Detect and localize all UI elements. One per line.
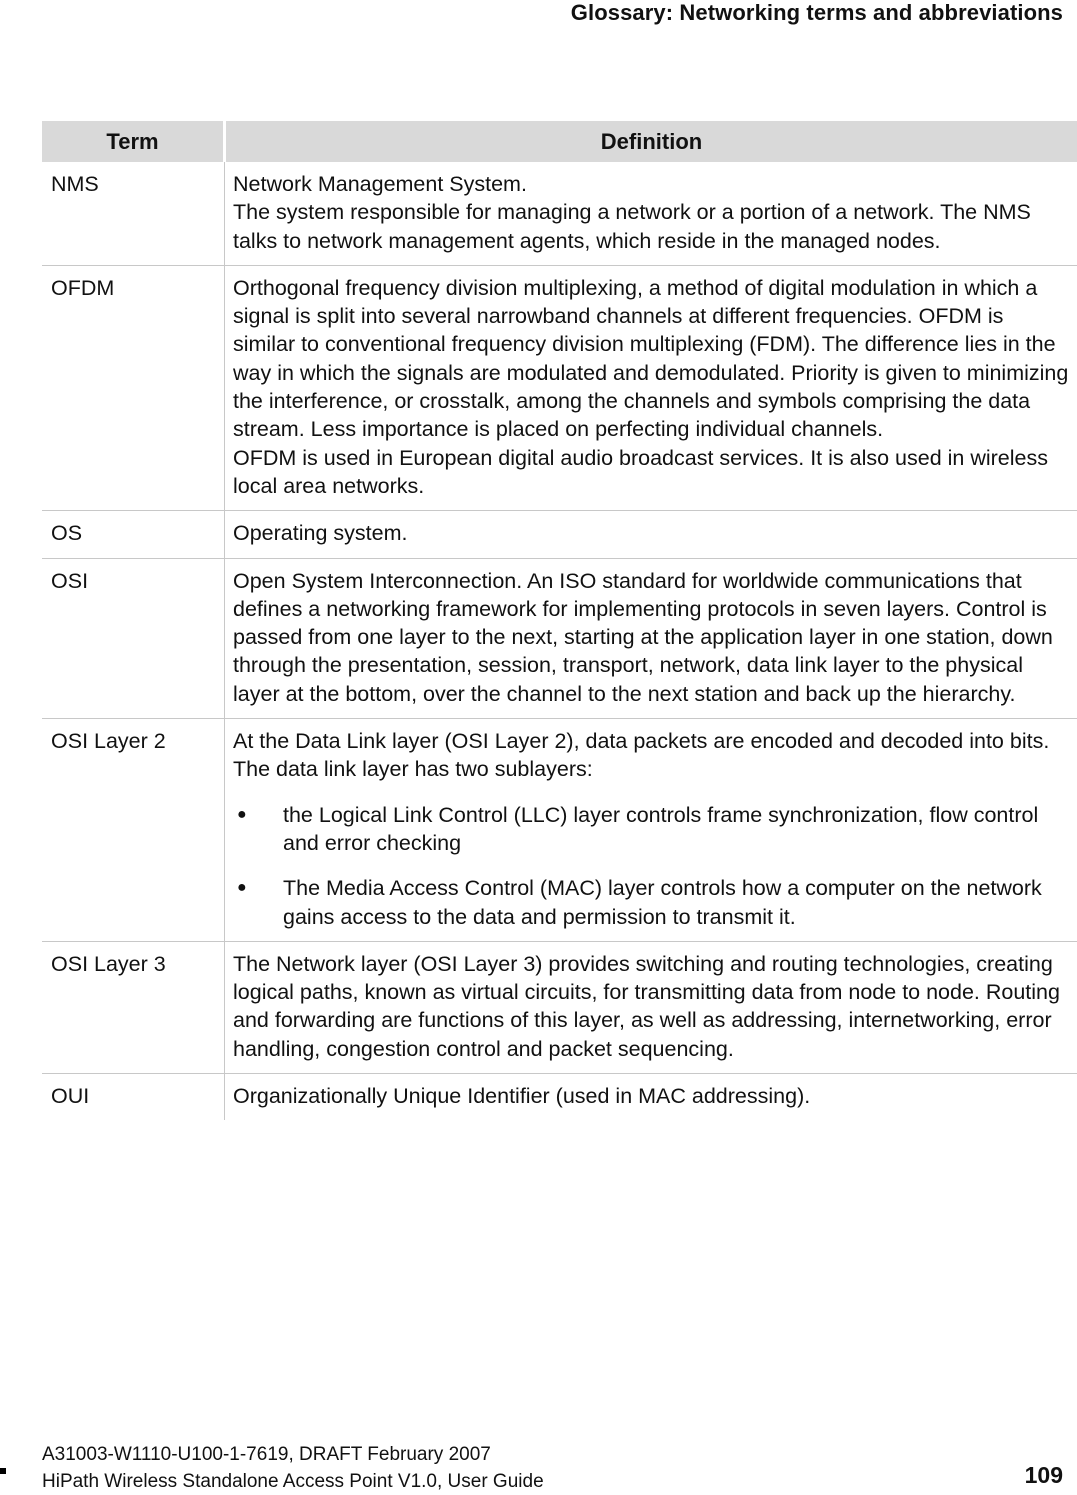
definition-text: At the Data Link layer (OSI Layer 2), data packets are encoded and decoded into bits. The data link layer has two sublayers: xyxy=(233,727,1069,784)
table-header-row xyxy=(42,121,1077,162)
definition-cell xyxy=(225,162,1077,265)
list-item xyxy=(233,801,1069,858)
definition-cell xyxy=(225,265,1077,510)
term-cell: OSI Layer 3 xyxy=(42,941,225,1073)
definition-cell xyxy=(225,511,1077,558)
page-number: 109 xyxy=(1025,1462,1063,1489)
list-item xyxy=(233,874,1069,931)
page-header-title: Glossary: Networking terms and abbreviations xyxy=(571,0,1063,26)
list-item-text: The Media Access Control (MAC) layer controls how a computer on the network gains access to the data and permission to transmit it. xyxy=(283,876,1042,928)
table-row-osi-layer-2 xyxy=(42,719,1077,942)
table-row-os xyxy=(42,511,1077,558)
term-cell: OUI xyxy=(42,1074,225,1121)
term-cell: OFDM xyxy=(42,265,225,510)
term-cell: OSI Layer 2 xyxy=(42,719,225,942)
definition-text: Operating system. xyxy=(233,519,1069,547)
definition-text: The Network layer (OSI Layer 3) provides switching and routing technologies, creating logical paths, known as virtual circuits, for transmitting data from node to node. Routing and forwarding are functions of this layer, as well as addressing, internetworking, error handling, congestion control and packet sequencing. xyxy=(233,950,1069,1063)
sublayer-list xyxy=(233,801,1069,931)
glossary-table xyxy=(42,121,1077,1120)
definition-text: The system responsible for managing a network or a portion of a network. The NMS talks to network management agents, which reside in the managed nodes. xyxy=(233,198,1069,255)
footer-doc-id: A31003-W1110-U100-1-7619, DRAFT February 2007 xyxy=(42,1441,544,1468)
page-footer xyxy=(42,1441,544,1495)
footer-marker xyxy=(0,1468,6,1474)
definition-cell xyxy=(225,719,1077,942)
bullet-icon: ● xyxy=(237,801,247,829)
definition-cell xyxy=(225,1074,1077,1121)
definition-text: OFDM is used in European digital audio broadcast services. It is also used in wireless local area networks. xyxy=(233,444,1069,501)
definition-cell xyxy=(225,941,1077,1073)
table-row-osi xyxy=(42,558,1077,718)
footer-product: HiPath Wireless Standalone Access Point V1.0, User Guide xyxy=(42,1468,544,1495)
column-header-definition: Definition xyxy=(225,121,1077,162)
table-row-ofdm xyxy=(42,265,1077,510)
table-row-nms xyxy=(42,162,1077,265)
definition-text: Organizationally Unique Identifier (used in MAC addressing). xyxy=(233,1082,1069,1110)
list-item-text: the Logical Link Control (LLC) layer controls frame synchronization, flow control and error checking xyxy=(283,803,1038,855)
definition-text: Orthogonal frequency division multiplexing, a method of digital modulation in which a signal is split into several narrowband channels at different frequencies. OFDM is similar to conventional frequency division multiplexing (FDM). The difference lies in the way in which the signals are modulated and demodulated. Priority is given to minimizing the interference, or crosstalk, among the channels and symbols comprising the data stream. Less importance is placed on perfecting individual channels. xyxy=(233,274,1069,444)
table-row-osi-layer-3 xyxy=(42,941,1077,1073)
term-cell: NMS xyxy=(42,162,225,265)
term-cell: OSI xyxy=(42,558,225,718)
column-header-term: Term xyxy=(42,121,225,162)
definition-cell xyxy=(225,558,1077,718)
definition-text: Open System Interconnection. An ISO standard for worldwide communications that defines a networking framework for implementing protocols in seven layers. Control is passed from one layer to the next, starting at the application layer in one station, down through the presentation, session, transport, network, data link layer to the physical layer at the bottom, over the channel to the next station and back up the hierarchy. xyxy=(233,567,1069,708)
term-cell: OS xyxy=(42,511,225,558)
table-row-oui xyxy=(42,1074,1077,1121)
bullet-icon: ● xyxy=(237,874,247,902)
definition-text: Network Management System. xyxy=(233,170,1069,198)
